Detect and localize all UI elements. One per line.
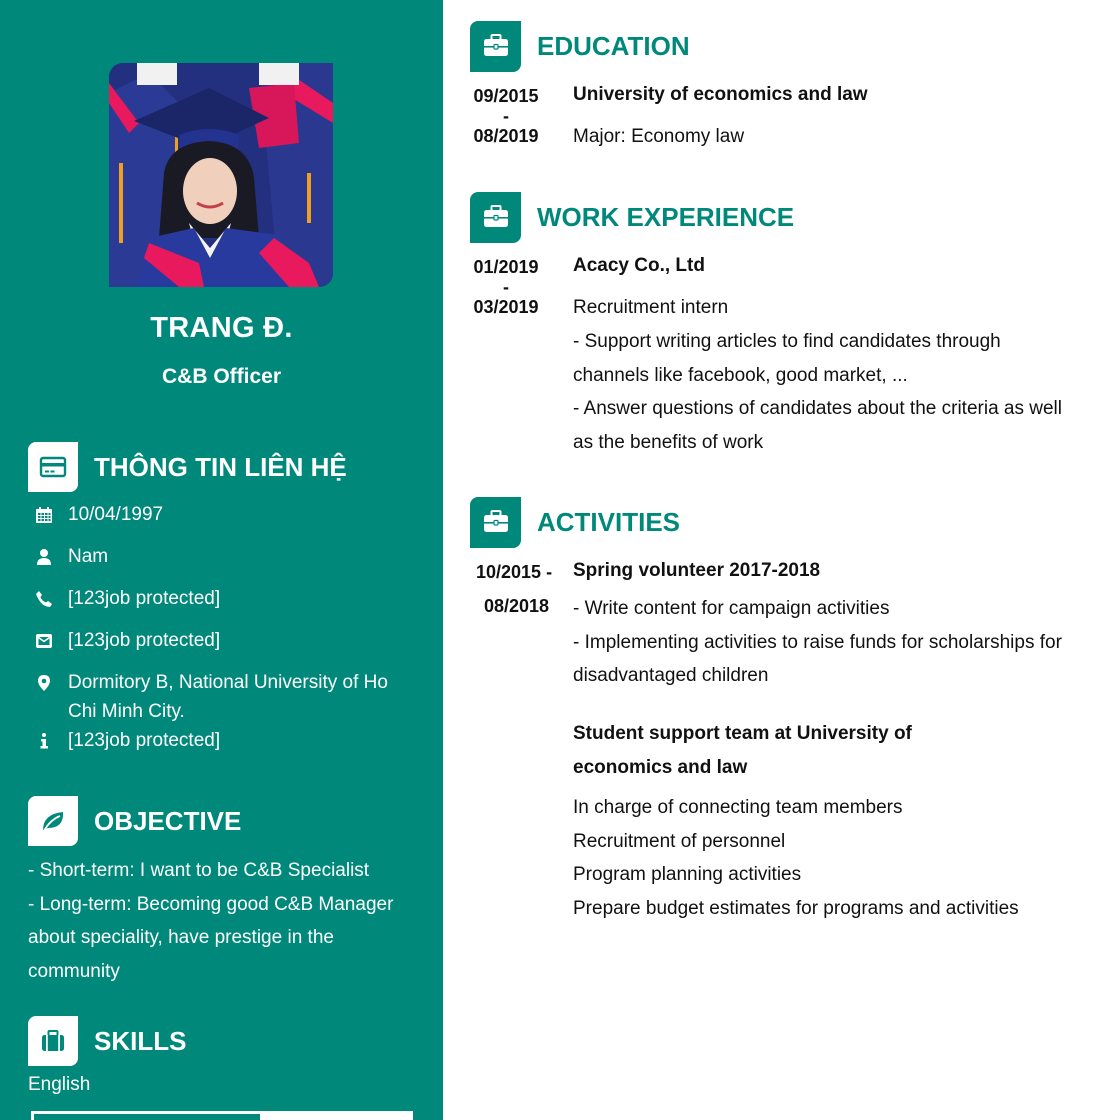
info-icon [32, 726, 56, 755]
contact-value: Dormitory B, National University of Ho Chi Minh City. [68, 672, 388, 722]
date-separator: - [503, 277, 509, 297]
briefcase-icon [470, 192, 521, 243]
calendar-icon [32, 500, 56, 529]
objective-line: - Long-term: Becoming good C&B Manager about speciality, have prestige in the community [28, 893, 394, 982]
date-end: 03/2019 [473, 297, 539, 317]
activity-detail: - Implementing activities to raise funds for scholarships for disadvantaged children [573, 631, 1062, 687]
activity-entry [573, 717, 943, 784]
date-end: 08/2018 [484, 596, 550, 616]
contact-heading: THÔNG TIN LIÊN HỆ [94, 451, 347, 482]
contact-birthday [32, 500, 412, 529]
skill-level-fill [34, 1114, 260, 1120]
activity-detail: - Write content for campaign activities [573, 598, 890, 619]
activity-title: Student support team at University of economics and law [573, 723, 912, 778]
work-role: Recruitment intern [573, 297, 729, 318]
work-entry [573, 253, 1063, 459]
date-end: 08/2019 [473, 126, 539, 146]
activity-detail-list [573, 791, 1073, 925]
contact-value[interactable]: [123job protected] [68, 588, 221, 609]
objective-text [28, 854, 418, 988]
work-detail: - Answer questions of candidates about the criteria as well as the benefits of work [573, 398, 1062, 453]
activities-heading: ACTIVITIES [537, 506, 681, 537]
date-start: 10/2015 - [476, 562, 553, 582]
contact-email [32, 626, 412, 655]
suitcase-icon [28, 1016, 78, 1066]
briefcase-icon [470, 497, 521, 548]
contact-value: [123job protected] [68, 730, 221, 751]
contact-value: Nam [68, 546, 109, 567]
education-section-header [470, 21, 690, 71]
skill-label: English [28, 1074, 91, 1095]
education-date-range [470, 86, 542, 146]
date-separator: - [503, 106, 509, 126]
envelope-icon [32, 626, 56, 655]
activity-detail: In charge of connecting team members [573, 797, 903, 818]
work-heading: WORK EXPERIENCE [537, 201, 795, 232]
contact-other [32, 726, 412, 755]
activities-section-header [470, 497, 680, 547]
contact-list [32, 500, 412, 768]
contact-section-header [28, 442, 347, 492]
objective-line: - Short-term: I want to be C&B Specialist [28, 860, 370, 881]
profile-title: C&B Officer [161, 365, 282, 388]
work-company: Acacy Co., Ltd [573, 255, 705, 276]
work-section-header [470, 192, 794, 242]
contact-address [32, 668, 412, 726]
objective-section-header [28, 796, 241, 846]
education-major: Major: Economy law [573, 126, 745, 147]
credit-card-icon [28, 442, 78, 492]
phone-icon [32, 584, 56, 613]
skills-section-header [28, 1016, 186, 1066]
profile-name: TRANG Đ. [150, 312, 293, 344]
activity-title: Spring volunteer 2017-2018 [573, 560, 821, 581]
date-start: 01/2019 [473, 257, 539, 277]
skill-level-bar [31, 1111, 413, 1120]
contact-value[interactable]: [123job protected] [68, 630, 221, 651]
education-heading: EDUCATION [537, 30, 690, 61]
date-start: 09/2015 [473, 86, 539, 106]
sidebar [0, 0, 443, 1120]
education-school: University of economics and law [573, 84, 868, 105]
skills-heading: SKILLS [94, 1025, 187, 1056]
leaf-icon [28, 796, 78, 846]
objective-heading: OBJECTIVE [94, 805, 242, 836]
activity-detail: Program planning activities [573, 864, 802, 886]
education-entry [573, 82, 1073, 150]
user-icon [32, 542, 56, 571]
contact-value: 10/04/1997 [68, 504, 164, 525]
contact-phone [32, 584, 412, 613]
profile-photo [109, 63, 333, 287]
activity-entry [573, 558, 1073, 693]
briefcase-icon [470, 21, 521, 72]
work-date-range [470, 257, 542, 317]
activity-detail: Prepare budget estimates for programs and activities [573, 897, 1019, 919]
contact-gender [32, 542, 412, 571]
work-detail: - Support writing articles to find candidates through channels like facebook, good market, ... [573, 331, 1001, 386]
activity-detail: Recruitment of personnel [573, 830, 786, 852]
map-marker-icon [32, 668, 56, 697]
activity-date-range [476, 562, 566, 616]
